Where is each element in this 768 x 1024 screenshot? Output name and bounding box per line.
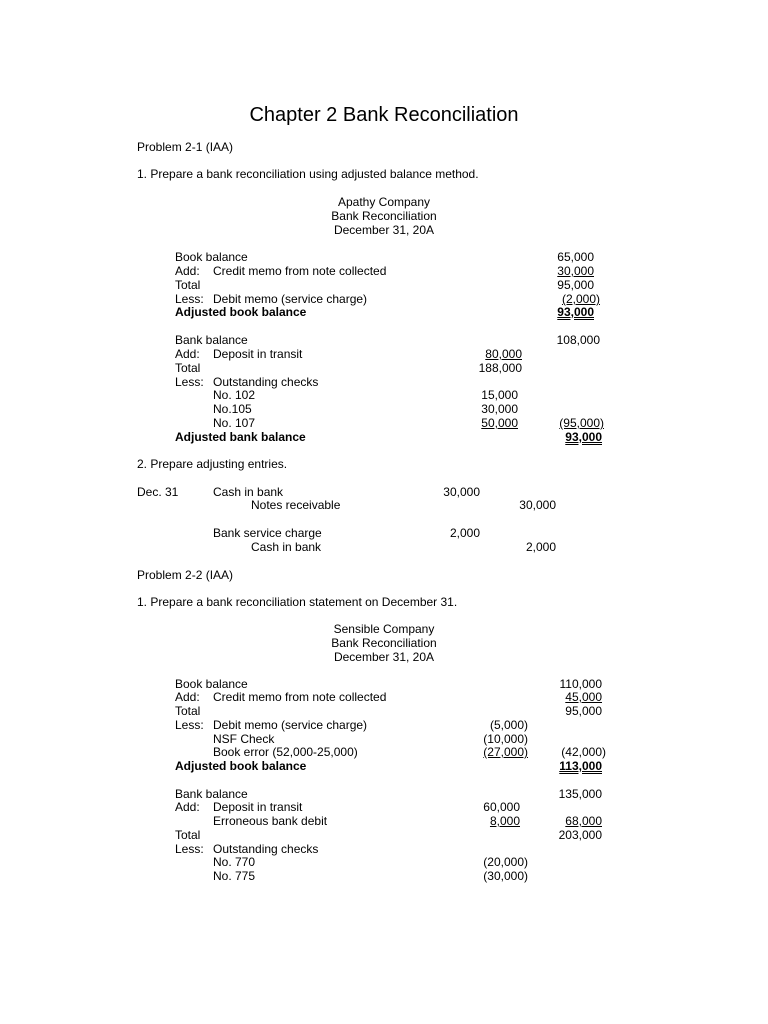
amount: 113,000	[559, 759, 602, 773]
task-text: 1. Prepare a bank reconciliation statement on December 31.	[137, 595, 458, 609]
entry-credit-account: Notes receivable	[251, 498, 341, 512]
amount: (5,000)	[489, 718, 528, 732]
task-text: 1. Prepare a bank reconciliation using adjusted balance method.	[137, 167, 479, 181]
row-label: Adjusted book balance	[175, 759, 307, 773]
row-label: Erroneous bank debit	[213, 814, 328, 828]
row-label: Total	[175, 361, 201, 375]
amount: (27,000)	[483, 745, 528, 759]
row-label: Total	[175, 704, 201, 718]
company-name: Sensible Company	[333, 622, 435, 636]
row-label: No. 775	[213, 869, 256, 883]
row-prefix: Add:	[175, 690, 200, 704]
row-label: Bank balance	[175, 787, 248, 801]
amount: 15,000	[481, 388, 518, 402]
row-label: Outstanding checks	[213, 375, 319, 389]
row-label: Credit memo from note collected	[213, 690, 387, 704]
amount: 8,000	[489, 814, 520, 828]
amount: (2,000)	[561, 292, 600, 306]
amount: 30,000	[557, 264, 594, 278]
row-prefix: Less:	[175, 375, 204, 389]
task-text: 2. Prepare adjusting entries.	[137, 457, 288, 471]
row-label: No. 770	[213, 855, 256, 869]
entry-debit-account: Cash in bank	[213, 485, 284, 499]
amount: 65,000	[557, 250, 594, 264]
amount: 80,000	[485, 347, 522, 361]
row-prefix: Less:	[175, 292, 204, 306]
amount: 203,000	[558, 828, 602, 842]
amount: 135,000	[558, 787, 602, 801]
row-label: Total	[175, 828, 201, 842]
amount: 30,000	[481, 402, 518, 416]
row-label: Bank balance	[175, 333, 248, 347]
page-title: Chapter 2 Bank Reconciliation	[249, 104, 519, 126]
amount: (10,000)	[483, 732, 528, 746]
row-label: Adjusted bank balance	[175, 430, 306, 444]
row-label: Total	[175, 278, 201, 292]
row-label: Book balance	[175, 677, 248, 691]
amount: 93,000	[557, 305, 594, 319]
row-label: No.105	[213, 402, 252, 416]
entry-credit-amount: 2,000	[525, 540, 556, 554]
amount: 50,000	[481, 416, 518, 430]
amount: 95,000	[557, 278, 594, 292]
amount: 93,000	[565, 430, 602, 444]
row-label: Book balance	[175, 250, 248, 264]
statement-subtitle: Bank Reconciliation	[331, 636, 437, 650]
statement-date: December 31, 20A	[333, 223, 435, 237]
problem-heading: Problem 2-1 (IAA)	[137, 140, 234, 154]
entry-debit-amount: 2,000	[449, 526, 480, 540]
amount: (95,000)	[559, 416, 604, 430]
row-label: No. 107	[213, 416, 256, 430]
entry-credit-amount: 30,000	[519, 498, 556, 512]
row-prefix: Add:	[175, 264, 200, 278]
amount: 45,000	[565, 690, 602, 704]
amount: 60,000	[483, 800, 520, 814]
row-label: NSF Check	[213, 732, 275, 746]
row-label: Deposit in transit	[213, 800, 303, 814]
statement-date: December 31, 20A	[333, 650, 435, 664]
amount: (42,000)	[561, 745, 606, 759]
amount: 95,000	[565, 704, 602, 718]
entry-date: Dec. 31	[137, 485, 179, 499]
row-prefix: Add:	[175, 800, 200, 814]
statement-subtitle: Bank Reconciliation	[331, 209, 437, 223]
problem-heading: Problem 2-2 (IAA)	[137, 568, 234, 582]
row-label: Debit memo (service charge)	[213, 292, 368, 306]
entry-credit-account: Cash in bank	[251, 540, 322, 554]
row-prefix: Less:	[175, 842, 204, 856]
amount: 188,000	[478, 361, 522, 375]
amount: (30,000)	[483, 869, 528, 883]
row-label: Book error (52,000-25,000)	[213, 745, 358, 759]
amount: 68,000	[565, 814, 602, 828]
amount: 108,000	[556, 333, 600, 347]
company-name: Apathy Company	[337, 195, 431, 209]
row-prefix: Less:	[175, 718, 204, 732]
amount: (20,000)	[483, 855, 528, 869]
row-label: Deposit in transit	[213, 347, 303, 361]
row-label: Debit memo (service charge)	[213, 718, 368, 732]
row-label: No. 102	[213, 388, 256, 402]
entry-debit-amount: 30,000	[443, 485, 480, 499]
row-label: Adjusted book balance	[175, 305, 307, 319]
row-label: Outstanding checks	[213, 842, 319, 856]
row-prefix: Add:	[175, 347, 200, 361]
row-label: Credit memo from note collected	[213, 264, 387, 278]
entry-debit-account: Bank service charge	[213, 526, 322, 540]
amount: 110,000	[559, 677, 602, 691]
